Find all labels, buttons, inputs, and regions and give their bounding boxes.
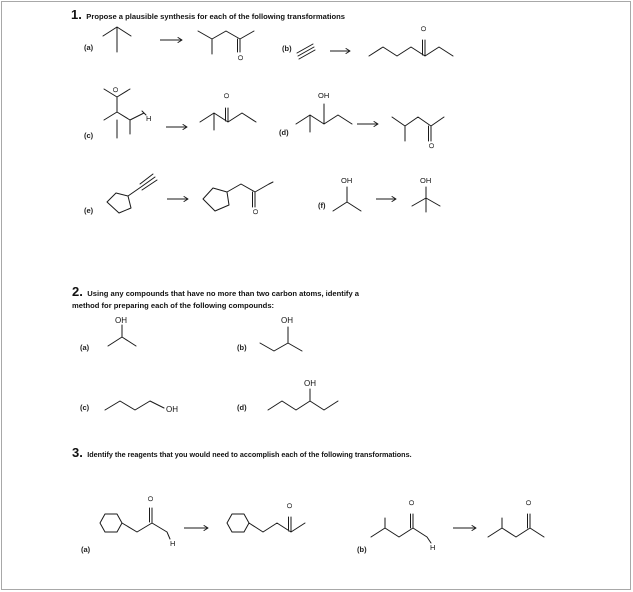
molecule-2b xyxy=(260,316,302,351)
molecule-1d-start xyxy=(296,91,352,132)
molecule-3a-product xyxy=(227,503,305,532)
molecule-1e-product xyxy=(203,182,273,215)
molecule-1b-product xyxy=(369,26,453,56)
hydroxyl-label: OH xyxy=(318,91,330,100)
part-label-1c: (c) xyxy=(84,131,94,140)
question-prompt: Propose a plausible synthesis for each of the following transformations xyxy=(86,12,345,21)
oxygen-atom: O xyxy=(251,209,258,215)
question-number: 1. xyxy=(71,7,82,22)
molecule-1f-product xyxy=(412,176,440,212)
oxygen-atom: O xyxy=(524,500,531,506)
molecule-1f-start xyxy=(333,176,361,211)
oxygen-atom: O xyxy=(427,143,434,149)
oxygen-atom: O xyxy=(111,87,118,93)
hydroxyl-label: OH xyxy=(304,379,316,388)
molecule-1c-start xyxy=(104,87,151,138)
part-label-1f: (f) xyxy=(318,201,326,210)
molecule-3a-start xyxy=(100,496,175,548)
molecule-2a xyxy=(108,316,136,346)
molecule-3b-start xyxy=(371,500,435,552)
molecule-1b-start xyxy=(297,44,315,59)
molecule-3b-product xyxy=(488,500,544,537)
question-number: 2. xyxy=(72,284,83,299)
part-label-2c: (c) xyxy=(80,403,90,412)
question-prompt-line-2: method for preparing each of the following compounds: xyxy=(72,301,275,310)
molecule-2c xyxy=(105,401,178,414)
part-label-2d: (d) xyxy=(237,403,247,412)
hydrogen-atom: H xyxy=(170,539,176,548)
oxygen-atom: O xyxy=(419,26,426,32)
part-label-1a: (a) xyxy=(84,43,94,52)
part-label-1d: (d) xyxy=(279,128,289,137)
molecule-1d-product xyxy=(392,117,444,149)
part-label-3a: (a) xyxy=(81,545,91,554)
part-label-2b: (b) xyxy=(237,343,247,352)
question-prompt: Identify the reagents that you would need to accomplish each of the following transformations. xyxy=(87,450,412,459)
molecule-1a-start xyxy=(103,27,131,52)
oxygen-atom: O xyxy=(236,55,243,61)
question-prompt-line-1: Using any compounds that have no more than two carbon atoms, identify a xyxy=(87,289,360,298)
hydroxyl-label: OH xyxy=(166,405,178,414)
molecule-2d xyxy=(268,379,338,410)
hydroxyl-label: OH xyxy=(281,316,293,325)
question-number: 3. xyxy=(72,445,83,460)
hydrogen-atom: H xyxy=(430,543,436,552)
part-label-1e: (e) xyxy=(84,206,94,215)
molecule-1e-start xyxy=(107,174,157,213)
molecule-1c-product xyxy=(200,93,256,130)
molecule-1a-product xyxy=(198,31,254,61)
hydroxyl-label: OH xyxy=(115,316,127,325)
oxygen-atom: O xyxy=(222,93,229,99)
part-label-2a: (a) xyxy=(80,343,90,352)
oxygen-atom: O xyxy=(285,503,292,509)
part-label-1b: (b) xyxy=(282,44,292,53)
hydroxyl-label: OH xyxy=(420,176,432,185)
hydroxyl-label: OH xyxy=(341,176,353,185)
oxygen-atom: O xyxy=(407,500,414,506)
oxygen-atom: O xyxy=(146,496,153,502)
part-label-3b: (b) xyxy=(357,545,367,554)
hydrogen-atom: H xyxy=(146,114,152,123)
